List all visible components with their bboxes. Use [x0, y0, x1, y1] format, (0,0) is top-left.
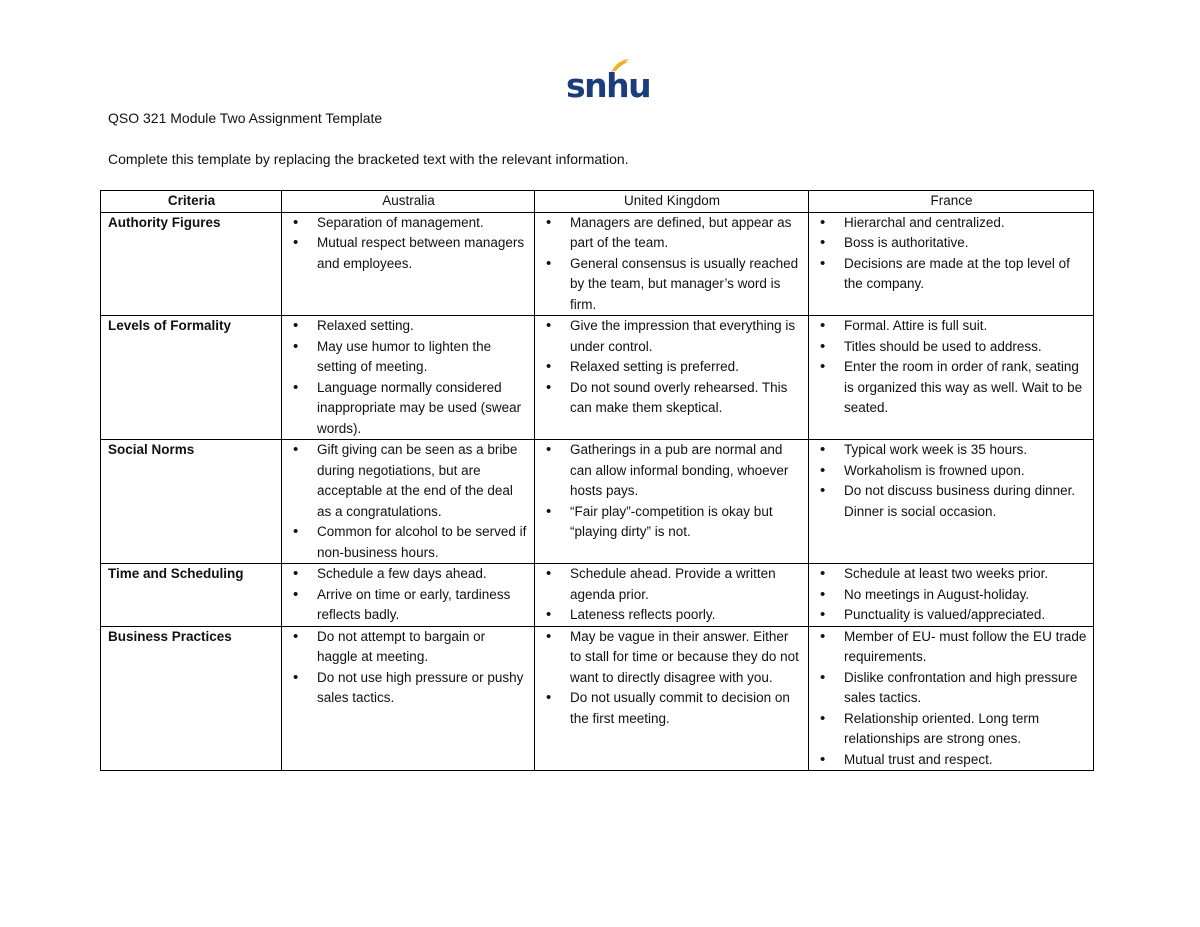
cell-australia: [282, 626, 535, 771]
bullet-item: • Do not usually commit to decision on the first meeting.: [542, 688, 802, 729]
bullet-list: [289, 564, 528, 626]
row-label: Social Norms: [101, 440, 282, 564]
table-body: [101, 212, 1094, 771]
bullet-list: [542, 213, 802, 316]
bullet-item: • May use humor to lighten the setting of meeting.: [289, 337, 528, 378]
bullet-item: • Lateness reflects poorly.: [542, 605, 802, 626]
table-row: [101, 626, 1094, 771]
table-row: [101, 316, 1094, 440]
bullet-item: • Titles should be used to address.: [816, 337, 1087, 358]
bullet-item: • Schedule at least two weeks prior.: [816, 564, 1087, 585]
bullet-list: [289, 316, 528, 439]
bullet-item: • Schedule ahead. Provide a written agenda prior.: [542, 564, 802, 605]
bullet-list: [289, 440, 528, 563]
bullet-item: • No meetings in August-holiday.: [816, 585, 1087, 606]
document-title: QSO 321 Module Two Assignment Template: [108, 110, 383, 126]
bullet-list: [816, 440, 1087, 522]
row-label: Authority Figures: [101, 212, 282, 316]
bullet-item: • Formal. Attire is full suit.: [816, 316, 1087, 337]
bullet-item: • Typical work week is 35 hours.: [816, 440, 1087, 461]
table-header-row: [101, 191, 1094, 213]
cell-united-kingdom: [535, 626, 809, 771]
bullet-item: • Do not attempt to bargain or haggle at meeting.: [289, 627, 528, 668]
bullet-item: • Give the impression that everything is under control.: [542, 316, 802, 357]
row-label: Time and Scheduling: [101, 564, 282, 627]
bullet-item: • Do not use high pressure or pushy sales tactics.: [289, 668, 528, 709]
bullet-item: • Language normally considered inappropriate may be used (swear words).: [289, 378, 528, 440]
bullet-item: • Mutual respect between managers and employees.: [289, 233, 528, 274]
bullet-item: • Boss is authoritative.: [816, 233, 1087, 254]
bullet-item: • Managers are defined, but appear as part of the team.: [542, 213, 802, 254]
row-label: Business Practices: [101, 626, 282, 771]
bullet-item: • Relaxed setting is preferred.: [542, 357, 802, 378]
header-united-kingdom: United Kingdom: [535, 191, 809, 213]
cell-france: [809, 626, 1094, 771]
cell-france: [809, 316, 1094, 440]
bullet-item: • Member of EU- must follow the EU trade requirements.: [816, 627, 1087, 668]
bullet-list: [816, 564, 1087, 626]
bullet-item: • Gatherings in a pub are normal and can allow informal bonding, whoever hosts pays.: [542, 440, 802, 502]
cell-australia: [282, 440, 535, 564]
table-row: [101, 212, 1094, 316]
cell-france: [809, 564, 1094, 627]
cell-united-kingdom: [535, 440, 809, 564]
bullet-list: [542, 316, 802, 419]
cell-australia: [282, 212, 535, 316]
header-australia: Australia: [282, 191, 535, 213]
row-label: Levels of Formality: [101, 316, 282, 440]
bullet-list: [542, 564, 802, 626]
bullet-item: • Gift giving can be seen as a bribe during negotiations, but are acceptable at the end of the deal as a congratulations.: [289, 440, 528, 522]
bullet-item: • May be vague in their answer. Either to stall for time or because they do not want to directly disagree with you.: [542, 627, 802, 689]
bullet-item: • Arrive on time or early, tardiness reflects badly.: [289, 585, 528, 626]
bullet-list: [816, 627, 1087, 771]
bullet-item: • Workaholism is frowned upon.: [816, 461, 1087, 482]
bullet-list: [816, 213, 1087, 295]
bullet-item: • Hierarchal and centralized.: [816, 213, 1087, 234]
bullet-list: [816, 316, 1087, 419]
bullet-item: • Schedule a few days ahead.: [289, 564, 528, 585]
bullet-list: [542, 440, 802, 543]
instructions-text: Complete this template by replacing the bracketed text with the relevant information.: [108, 151, 629, 167]
bullet-item: • Do not sound overly rehearsed. This can make them skeptical.: [542, 378, 802, 419]
bullet-item: • Punctuality is valued/appreciated.: [816, 605, 1087, 626]
table-row: [101, 440, 1094, 564]
bullet-item: • Do not discuss business during dinner. Dinner is social occasion.: [816, 481, 1087, 522]
bullet-item: • Common for alcohol to be served if non-business hours.: [289, 522, 528, 563]
header-france: France: [809, 191, 1094, 213]
bullet-item: • Separation of management.: [289, 213, 528, 234]
cell-australia: [282, 564, 535, 627]
cell-australia: [282, 316, 535, 440]
bullet-item: • “Fair play”-competition is okay but “playing dirty” is not.: [542, 502, 802, 543]
bullet-item: • Relationship oriented. Long term relationships are strong ones.: [816, 709, 1087, 750]
cell-france: [809, 440, 1094, 564]
cell-france: [809, 212, 1094, 316]
logo-wordmark: snhu: [566, 66, 651, 105]
snhu-logo: [566, 58, 651, 105]
header-criteria: Criteria: [101, 191, 282, 213]
bullet-item: • Mutual trust and respect.: [816, 750, 1087, 771]
comparison-table: [100, 190, 1094, 771]
bullet-list: [289, 627, 528, 709]
bullet-list: [542, 627, 802, 730]
bullet-list: [289, 213, 528, 275]
cell-united-kingdom: [535, 212, 809, 316]
bullet-item: • General consensus is usually reached by the team, but manager’s word is firm.: [542, 254, 802, 316]
bullet-item: • Relaxed setting.: [289, 316, 528, 337]
bullet-item: • Dislike confrontation and high pressure sales tactics.: [816, 668, 1087, 709]
table-row: [101, 564, 1094, 627]
bullet-item: • Enter the room in order of rank, seating is organized this way as well. Wait to be seated.: [816, 357, 1087, 419]
bullet-item: • Decisions are made at the top level of the company.: [816, 254, 1087, 295]
cell-united-kingdom: [535, 564, 809, 627]
cell-united-kingdom: [535, 316, 809, 440]
